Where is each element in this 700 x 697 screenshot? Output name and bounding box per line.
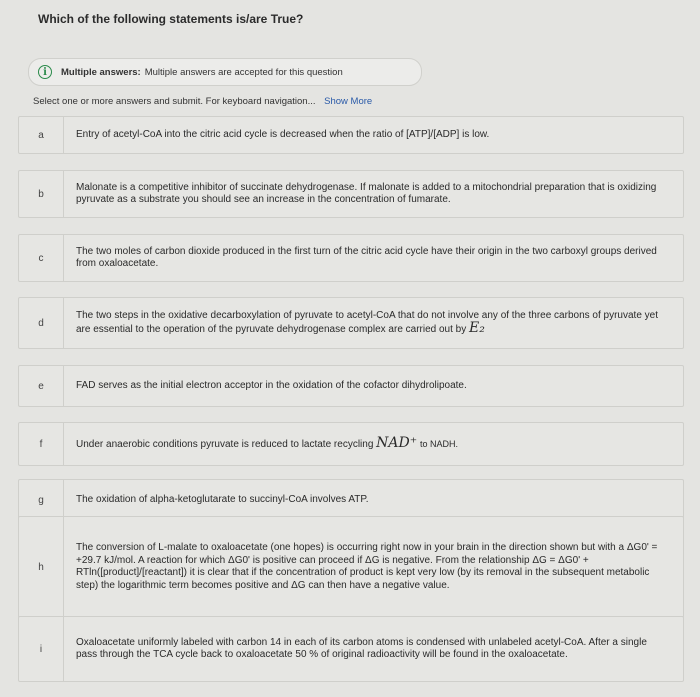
option-letter: e — [19, 366, 64, 406]
option-f-suffix: to NADH. — [419, 438, 458, 449]
option-text: FAD serves as the initial electron acceptor in the oxidation of the cofactor dihydrolipoate. — [76, 379, 467, 391]
option-e[interactable] — [18, 365, 684, 407]
option-b[interactable] — [18, 170, 684, 218]
notice-text: Multiple answers are accepted for this question — [144, 66, 343, 78]
option-text: Entry of acetyl-CoA into the citric acid cycle is decreased when the ratio of [ATP]/[ADP] is low. — [76, 128, 490, 140]
option-text: Oxaloacetate uniformly labeled with carbon 14 in each of its carbon atoms is condensed with unlabeled acetyl-CoA. After a single pass through the TCA cycle back to oxaloacetate 50 % of original radioactivity will be found in the oxaloacetate. — [76, 636, 647, 660]
option-text: The two moles of carbon dioxide produced in the first turn of the citric acid cycle have their origin in the two carboxyl groups derived from oxaloacetate. — [76, 245, 657, 269]
option-letter: f — [19, 423, 64, 465]
option-letter: h — [19, 517, 64, 617]
question-text: Which of the following statements is/are True? — [38, 12, 304, 26]
option-d-statement: The two steps in the oxidative decarboxylation of pyruvate to acetyl-CoA that do not involve any of the three carbons of pyruvate yet are essential to the operation of the pyruvate dehydrogenase complex are carried out by — [76, 309, 659, 335]
instructions — [33, 96, 372, 107]
option-a[interactable] — [18, 116, 684, 154]
option-i[interactable] — [18, 616, 684, 682]
notice-label: Multiple answers: — [61, 66, 141, 78]
option-c[interactable] — [18, 234, 684, 282]
option-text: The oxidation of alpha-ketoglutarate to succinyl-CoA involves ATP. — [76, 493, 369, 505]
option-d[interactable] — [18, 297, 684, 349]
option-letter: i — [19, 617, 64, 681]
option-letter: d — [19, 298, 64, 348]
option-h[interactable] — [18, 516, 684, 618]
option-letter: a — [19, 117, 64, 153]
nad-plus: NAD⁺ — [376, 434, 418, 451]
show-more-link[interactable]: Show More — [324, 96, 373, 107]
option-letter: g — [19, 480, 64, 520]
info-icon: i — [38, 65, 52, 79]
multiple-answers-notice — [28, 58, 422, 86]
option-letter: c — [19, 235, 64, 281]
option-text: The conversion of L-malate to oxaloacetate (one hopes) is occurring right now in your brain in the direction shown but with a ΔG0' = +29.7 kJ/mol. A reaction for which ΔG0' is positive can proceed if ΔG is negative. From the relationship ΔG = ΔG0' + RTln([product]/[reactant]) it is clear that if the concentration of product is kept very low (by its removal in the subsequent metabolic step) the logarithmic term becomes positive and ΔG can then have a negative value. — [76, 542, 658, 591]
option-text: Malonate is a competitive inhibitor of succinate dehydrogenase. If malonate is added to a mitochondrial preparation that is oxidizing pyruvate as a substrate you should see an increase in the concentration of fumarate. — [76, 181, 657, 205]
option-f[interactable] — [18, 422, 684, 466]
option-f-statement: Under anaerobic conditions pyruvate is reduced to lactate recycling — [76, 438, 374, 450]
option-letter: b — [19, 171, 64, 217]
option-text — [64, 310, 683, 337]
option-text — [64, 434, 472, 452]
option-g[interactable] — [18, 479, 684, 521]
enzyme-e2: E₂ — [469, 320, 485, 336]
instructions-text: Select one or more answers and submit. For keyboard navigation... — [33, 96, 316, 107]
